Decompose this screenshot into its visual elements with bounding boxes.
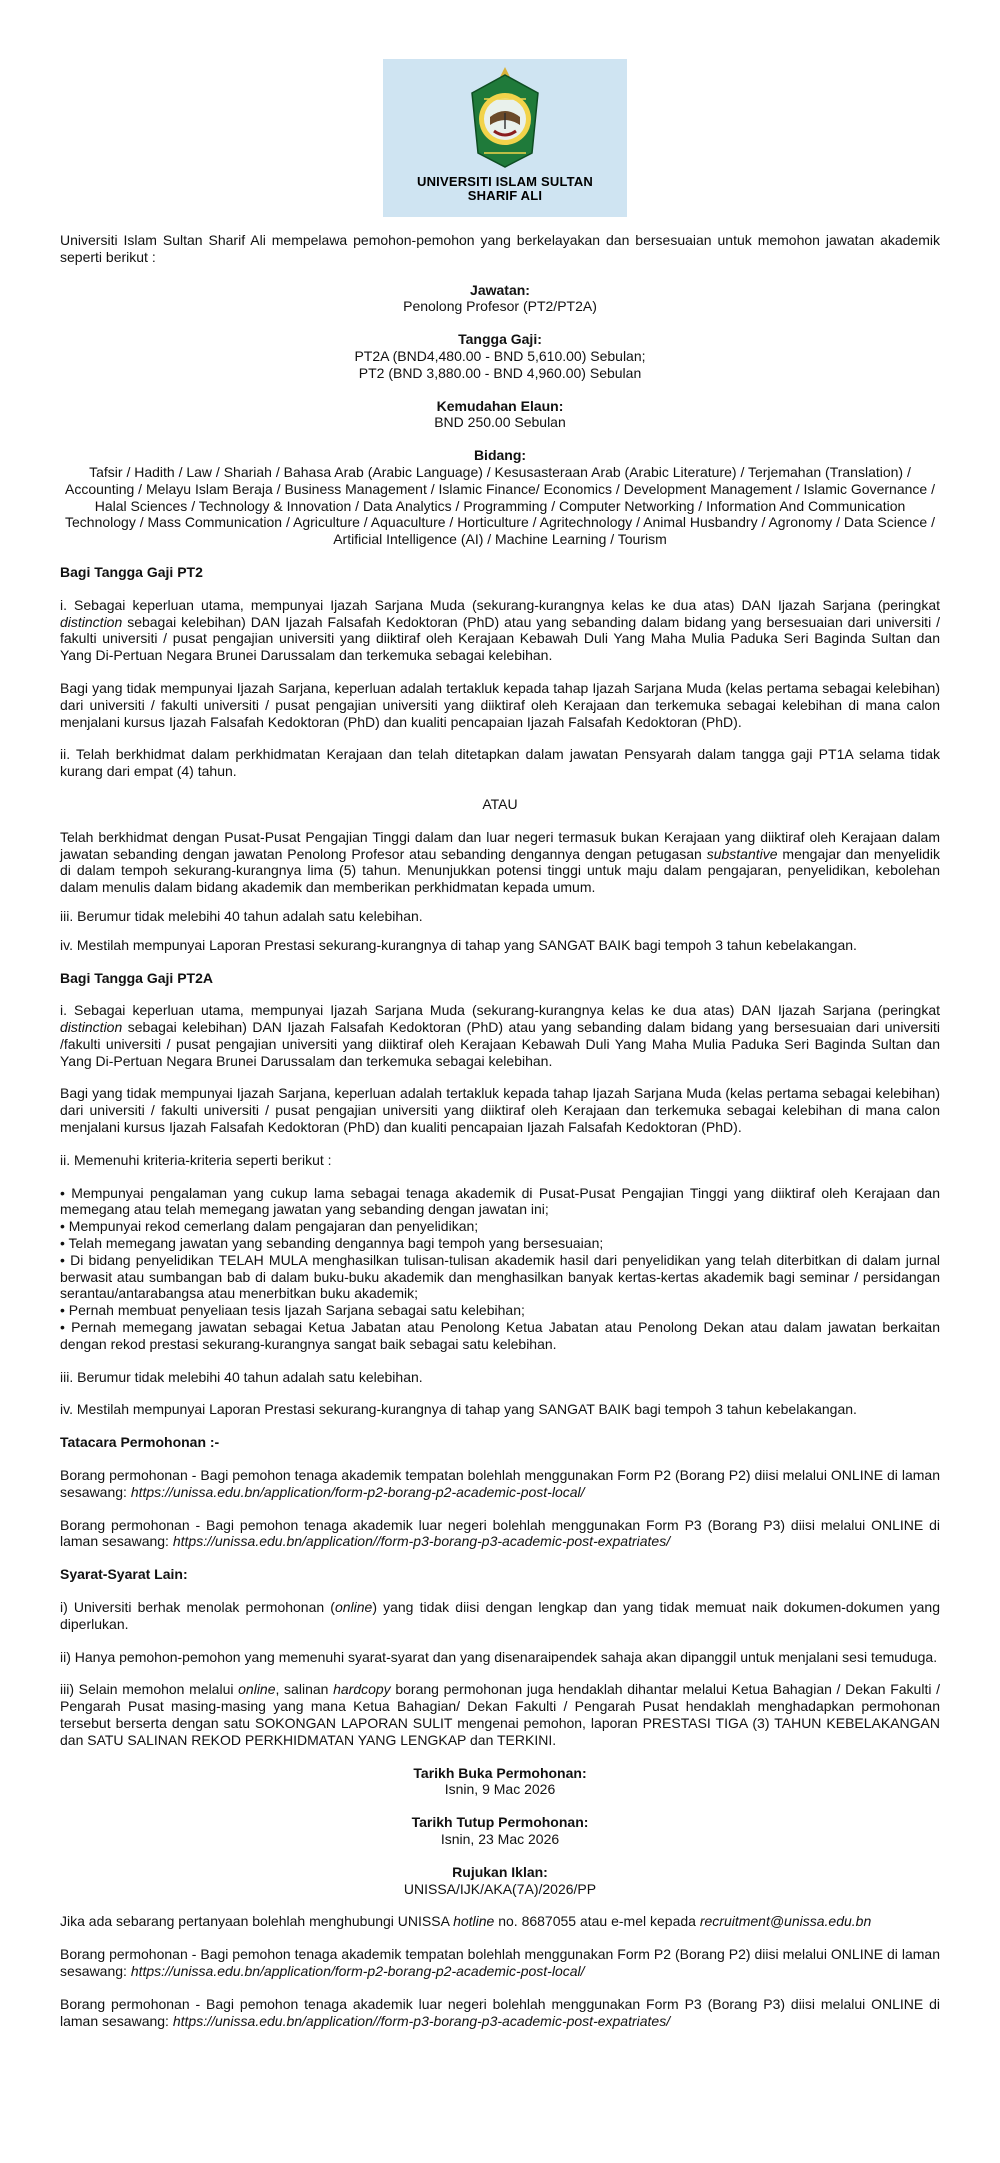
rujukan-label: Rujukan Iklan: xyxy=(452,1863,548,1880)
jawatan-label: Jawatan: xyxy=(470,281,530,298)
gaji-label: Tangga Gaji: xyxy=(458,331,542,348)
list-item: • Pernah memegang jawatan sebagai Ketua Jabatan atau Penolong Ketua Jabatan atau Penolong Dekan atau dalam jawatan berkaitan dengan rekod prestasi sekurang-kurangnya sangat baik sebagai satu kelebihan. xyxy=(60,1319,940,1352)
tatacara-p2: Borang permohonan - Bagi pemohon tenaga akademik tempatan bolehlah menggunakan Form P2 (Borang P2) diisi melalui ONLINE di laman sesawang: https://unissa.edu.bn/application/form-p2-borang-p2-academic-post-local/ xyxy=(60,1467,940,1500)
footer-p3: Borang permohonan - Bagi pemohon tenaga akademik luar negeri bolehlah menggunakan Form P3 (Borang P3) diisi melalui ONLINE di laman sesawang: https://unissa.edu.bn/application//form-p3-borang-p3-academic-post-expatriates/ xyxy=(60,1995,940,2029)
logo-name-line2: SHARIF ALI xyxy=(467,188,543,203)
tatacara-heading: Tatacara Permohonan :- xyxy=(60,1434,220,1451)
university-logo xyxy=(383,59,627,217)
footer-form-p3-link[interactable]: https://unissa.edu.bn/application//form-p3-borang-p3-academic-post-expatriates/ xyxy=(172,2012,671,2029)
pt2a-no-sarjana: Bagi yang tidak mempunyai Ijazah Sarjana, keperluan adalah tertakluk kepada tahap Ijazah Sarjana Muda (kelas pertama sebagai kelebihan) dari universiti / fakulti universiti / pusat pengajian universiti yang diiktiraf oleh Kerajaan dan terkemuka sebagai kelebihan di mana calon menjalani kursus Ijazah Falsafah Kedoktoran (PhD) dan kualiti pencapaian Ijazah Falsafah Kedoktoran (PhD). xyxy=(60,1085,940,1136)
rujukan-value: UNISSA/IJK/AKA(7A)/2026/PP xyxy=(403,1880,597,1897)
tarikh-buka-value: Isnin, 9 Mac 2026 xyxy=(444,1781,556,1798)
intro-text: Universiti Islam Sultan Sharif Ali mempelawa pemohon-pemohon yang berkelayakan dan bersesuaian untuk memohon jawatan akademik seperti berikut : xyxy=(60,232,940,265)
syarat-item-ii: ii) Hanya pemohon-pemohon yang memenuhi syarat-syarat dan yang disenaraipendek sahaja akan dipanggil untuk menjalani sesi temuduga. xyxy=(60,1648,938,1665)
tatacara-p3: Borang permohonan - Bagi pemohon tenaga akademik luar negeri bolehlah menggunakan Form P3 (Borang P3) diisi melalui ONLINE di laman sesawang: https://unissa.edu.bn/application//form-p3-borang-p3-academic-post-expatriates/ xyxy=(60,1516,940,1550)
list-item: • Mempunyai pengalaman yang cukup lama sebagai tenaga akademik di Pusat-Pusat Pengajian Tinggi yang diiktiraf oleh Kerajaan dan memegang atau telah memegang jawatan yang sebanding dengan jawatan ini; xyxy=(60,1184,940,1218)
tarikh-buka-label: Tarikh Buka Permohonan: xyxy=(413,1764,587,1781)
form-p3-link[interactable]: https://unissa.edu.bn/application//form-p3-borang-p3-academic-post-expatriates/ xyxy=(172,1533,671,1550)
bidang-label: Bidang: xyxy=(473,447,527,464)
list-item: • Di bidang penyelidikan TELAH MULA menghasilkan tulisan-tulisan akademik hasil dari penyelidikan yang telah diterbitkan di dalam jurnal berwasit atau sumbangan bab di dalam buku-buku akademik dan menghasilkan banyak kertas-kertas akademik bagi seminar / persidangan serantau/antarabangsa atau menerbitkan buku akademik; xyxy=(60,1251,940,1302)
logo-wordmark xyxy=(383,175,627,203)
gaji-line2: PT2 (BND 3,880.00 - BND 4,960.00) Sebulan xyxy=(358,364,642,381)
pt2-item-iv: iv. Mestilah mempunyai Laporan Prestasi sekurang-kurangnya di tahap yang SANGAT BAIK bagi tempoh 3 tahun kebelakangan. xyxy=(60,936,857,953)
logo-name-line1: UNIVERSITI ISLAM SULTAN xyxy=(416,174,593,189)
pt2a-item-iv: iv. Mestilah mempunyai Laporan Prestasi sekurang-kurangnya di tahap yang SANGAT BAIK bagi tempoh 3 tahun kebelakangan. xyxy=(60,1401,857,1418)
email-link[interactable]: recruitment@unissa.edu.bn xyxy=(699,1913,872,1930)
rujukan-section xyxy=(60,1864,940,1898)
pt2a-item-ii: ii. Memenuhi kriteria-kriteria seperti berikut : xyxy=(60,1151,332,1168)
tarikh-buka-section xyxy=(60,1765,940,1799)
pt2-item-ii: ii. Telah berkhidmat dalam perkhidmatan Kerajaan dan telah ditetapkan dalam jawatan Pensyarah dalam tangga gaji PT1A selama tidak kurang dari empat (4) tahun. xyxy=(60,746,940,780)
elaun-label: Kemudahan Elaun: xyxy=(436,397,564,414)
bidang-section xyxy=(60,447,940,548)
footer-form-p2-link[interactable]: https://unissa.edu.bn/application/form-p2-borang-p2-academic-post-local/ xyxy=(130,1962,585,1979)
pt2-atau-text: Telah berkhidmat dengan Pusat-Pusat Pengajian Tinggi dalam dan luar negeri termasuk bukan Kerajaan yang diiktiraf oleh Kerajaan dalam jawatan sebanding dengan jawatan Penolong Profesor atau sebanding dengannya dengan petugasan substantive mengajar dan menyelidik di dalam tempoh sekurang-kurangnya lima (5) tahun. Menunjukkan potensi tinggi untuk maju dalam pengajaran, penyelidikan, kebolehan dalam menulis dalam bidang akademik dan memberikan perkhidmatan kepada umum. xyxy=(60,828,941,896)
gaji-section xyxy=(60,331,940,381)
body-content xyxy=(60,232,940,2029)
pt2-no-sarjana: Bagi yang tidak mempunyai Ijazah Sarjana, keperluan adalah tertakluk kepada tahap Ijazah Sarjana Muda (kelas pertama sebagai kelebihan) dari universiti / fakulti universiti / pusat pengajian universiti yang diiktiraf oleh Kerajaan dan terkemuka sebagai kelebihan di mana calon menjalani kursus Ijazah Falsafah Kedoktoran (PhD) dan kualiti pencapaian Ijazah Falsafah Kedoktoran (PhD). xyxy=(60,679,940,730)
pt2a-item-iii: iii. Berumur tidak melebihi 40 tahun adalah satu kelebihan. xyxy=(60,1368,423,1385)
syarat-item-i: i) Universiti berhak menolak permohonan (online) yang tidak diisi dengan lengkap dan yang tidak memuat naik dokumen-dokumen yang diperlukan. xyxy=(60,1599,940,1632)
list-item: • Telah memegang jawatan yang sebanding dengannya bagi tempoh yang bersesuaian; xyxy=(60,1235,604,1252)
syarat-heading: Syarat-Syarat Lain: xyxy=(60,1566,188,1583)
pt2-heading: Bagi Tangga Gaji PT2 xyxy=(60,563,203,580)
jawatan-section xyxy=(60,282,940,316)
pt2-atau: ATAU xyxy=(482,795,518,812)
tarikh-tutup-label: Tarikh Tutup Permohonan: xyxy=(411,1814,589,1831)
bidang-list: Tafsir / Hadith / Law / Shariah / Bahasa Arab (Arabic Language) / Kesusasteraan Arab (Arabic Literature) / Terjemahan (Translation) / Accounting / Melayu Islam Beraja / Business Management / Islamic Finance/ Economics / Development Management / Islamic Governance / Halal Sciences / Technology & Innovation / Data Analytics / Programming / Computer Networking / Information And Communication Technology / Mass Communication / Agriculture / Aquaculture / Horticulture / Agritechnology / Animal Husbandry / Agronomy / Data Science / Artificial Intelligence (AI) / Machine Learning / Tourism xyxy=(65,463,935,548)
list-item: • Pernah membuat penyeliaan tesis Ijazah Sarjana sebagai satu kelebihan; xyxy=(60,1302,525,1319)
pt2a-criteria-list xyxy=(60,1185,940,1353)
gaji-line1: PT2A (BND4,480.00 - BND 5,610.00) Sebulan; xyxy=(354,347,646,364)
jawatan-value: Penolong Profesor (PT2/PT2A) xyxy=(403,298,597,315)
footer-p2: Borang permohonan - Bagi pemohon tenaga akademik tempatan bolehlah menggunakan Form P2 (Borang P2) diisi melalui ONLINE di laman sesawang: https://unissa.edu.bn/application/form-p2-borang-p2-academic-post-local/ xyxy=(60,1946,940,1979)
pt2-item-iii: iii. Berumur tidak melebihi 40 tahun adalah satu kelebihan. xyxy=(60,907,423,924)
form-p2-link[interactable]: https://unissa.edu.bn/application/form-p2-borang-p2-academic-post-local/ xyxy=(130,1483,585,1500)
pt2a-item-i: i. Sebagai keperluan utama, mempunyai Ijazah Sarjana Muda (sekurang-kurangnya kelas ke dua atas) DAN Ijazah Sarjana (peringkat distinction sebagai kelebihan) DAN Ijazah Falsafah Kedoktoran (PhD) atau yang sebanding dalam bidang yang bersesuaian dari universiti /fakulti universiti / pusat pengajian universiti yang diiktiraf oleh Kerajaan Kebawah Duli Yang Maha Mulia Paduka Seri Baginda Sultan dan Yang Di-Pertuan Negara Brunei Darussalam dan terkemuka sebagai kelebihan. xyxy=(60,1002,941,1069)
contact-text: Jika ada sebarang pertanyaan bolehlah menghubungi UNISSA hotline no. 8687055 atau e-mel kepada recruitment@unissa.edu.bn xyxy=(60,1913,872,1930)
syarat-item-iii: iii) Selain memohon melalui online, salinan hardcopy borang permohonan juga hendaklah dihantar melalui Ketua Bahagian / Dekan Fakulti / Pengarah Pusat masing-masing yang mana Ketua Bahagian/ Dekan Fakulti / Pengarah Pusat hendaklah menghadapkan permohonan tersebut berserta dengan satu SOKONGAN LAPORAN SULIT mengenai pemohon, laporan PRESTASI TIGA (3) TAHUN KEBELAKANGAN dan SATU SALINAN REKOD PERKHIDMATAN YANG LENGKAP dan TERKINI. xyxy=(60,1681,940,1748)
crest-icon xyxy=(470,65,540,169)
tarikh-tutup-section xyxy=(60,1814,940,1848)
elaun-section xyxy=(60,398,940,432)
tarikh-tutup-value: Isnin, 23 Mac 2026 xyxy=(440,1830,560,1847)
pt2-item-i: i. Sebagai keperluan utama, mempunyai Ijazah Sarjana Muda (sekurang-kurangnya kelas ke dua atas) DAN Ijazah Sarjana (peringkat distinction sebagai kelebihan) DAN Ijazah Falsafah Kedoktoran (PhD) atau yang sebanding dalam bidang yang bersesuaian dari universiti / fakulti universiti / pusat pengajian universiti yang diiktiraf oleh Kerajaan Kebawah Duli Yang Maha Mulia Paduka Seri Baginda Sultan dan Yang Di-Pertuan Negara Brunei Darussalam dan terkemuka sebagai kelebihan. xyxy=(60,596,941,664)
elaun-value: BND 250.00 Sebulan xyxy=(434,414,566,431)
list-item: • Mempunyai rekod cemerlang dalam pengajaran dan penyelidikan; xyxy=(60,1218,479,1235)
pt2a-heading: Bagi Tangga Gaji PT2A xyxy=(60,969,213,986)
